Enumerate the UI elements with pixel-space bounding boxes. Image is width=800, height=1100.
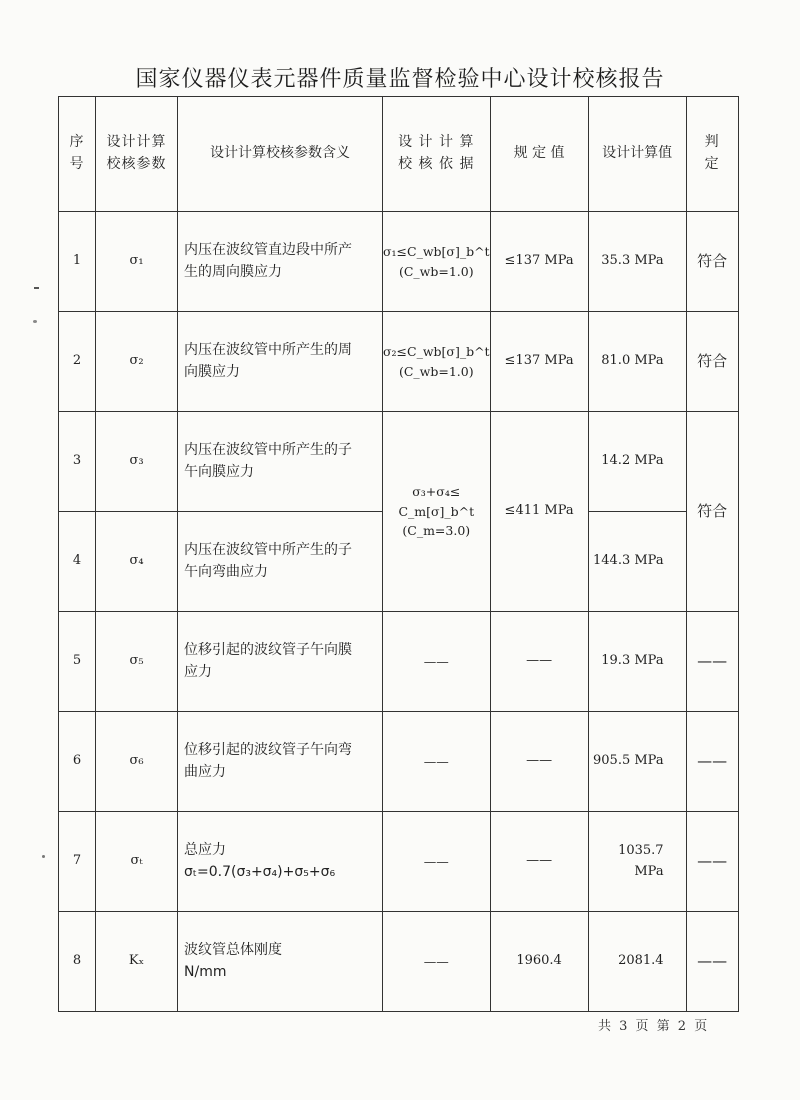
- table-row: [59, 412, 739, 512]
- param-symbol: σ₂: [96, 312, 178, 412]
- verdict: ——: [686, 712, 738, 812]
- row-number: 4: [59, 512, 96, 612]
- table-row: [59, 712, 739, 812]
- param-symbol: σ₃: [96, 412, 178, 512]
- param-meaning: 内压在波纹管中所产生的子 午向弯曲应力: [178, 512, 383, 612]
- table-row: [59, 812, 739, 912]
- specified-value: 1960.4: [490, 912, 588, 1012]
- report-title: 国家仪器仪表元器件质量监督检验中心设计校核报告: [135, 67, 665, 92]
- scan-mark: [34, 287, 39, 289]
- specified-value-merged: ≤411 MPa: [490, 412, 588, 612]
- table-row: [59, 912, 739, 1012]
- calculated-value: 81.0 MPa: [588, 312, 686, 412]
- verdict-merged: 符合: [686, 412, 738, 612]
- param-meaning: 内压在波纹管中所产生的子 午向膜应力: [178, 412, 383, 512]
- calculated-value: 1035.7 MPa: [588, 812, 686, 912]
- param-meaning: 位移引起的波纹管子午向弯 曲应力: [178, 712, 383, 812]
- verdict: 符合: [686, 312, 738, 412]
- param-symbol: σ₆: [96, 712, 178, 812]
- table-row: [59, 312, 739, 412]
- page-footer: 共 3 页 第 2 页: [598, 1019, 710, 1034]
- param-meaning: 内压在波纹管直边段中所产 生的周向膜应力: [178, 212, 383, 312]
- param-symbol: Kₓ: [96, 912, 178, 1012]
- header-specified: 规 定 值: [490, 97, 588, 212]
- param-symbol: σₜ: [96, 812, 178, 912]
- row-number: 3: [59, 412, 96, 512]
- verdict: ——: [686, 812, 738, 912]
- param-meaning: 波纹管总体刚度 N/mm: [178, 912, 383, 1012]
- calculated-value: 2081.4: [588, 912, 686, 1012]
- header-seq: 序 号: [59, 97, 96, 212]
- header-param: 设计计算 校核参数: [96, 97, 178, 212]
- specified-value: ≤137 MPa: [490, 212, 588, 312]
- param-meaning: 位移引起的波纹管子午向膜 应力: [178, 612, 383, 712]
- header-basis: 设 计 计 算 校 核 依 据: [383, 97, 491, 212]
- row-number: 5: [59, 612, 96, 712]
- check-basis: σ₂≤C_wb[σ]_b^t (C_wb=1.0): [383, 312, 491, 412]
- header-verdict: 判 定: [686, 97, 738, 212]
- specified-value: ≤137 MPa: [490, 312, 588, 412]
- calculated-value: 144.3 MPa: [588, 512, 686, 612]
- verdict: 符合: [686, 212, 738, 312]
- header-meaning: 设计计算校核参数含义: [178, 97, 383, 212]
- check-basis: ——: [383, 712, 491, 812]
- check-basis: ——: [383, 812, 491, 912]
- scan-mark: [42, 855, 45, 858]
- param-symbol: σ₁: [96, 212, 178, 312]
- check-basis: ——: [383, 912, 491, 1012]
- specified-value: ——: [490, 712, 588, 812]
- specified-value: ——: [490, 612, 588, 712]
- row-number: 8: [59, 912, 96, 1012]
- calculated-value: 905.5 MPa: [588, 712, 686, 812]
- specified-value: ——: [490, 812, 588, 912]
- calculated-value: 35.3 MPa: [588, 212, 686, 312]
- table-header-row: [59, 97, 739, 212]
- row-number: 7: [59, 812, 96, 912]
- calculated-value: 14.2 MPa: [588, 412, 686, 512]
- table-row: [59, 212, 739, 312]
- verdict: ——: [686, 612, 738, 712]
- design-check-table: [58, 96, 739, 1012]
- row-number: 6: [59, 712, 96, 812]
- header-calculated: 设计计算值: [588, 97, 686, 212]
- check-basis-merged: σ₃+σ₄≤ C_m[σ]_b^t (C_m=3.0): [383, 412, 491, 612]
- table-row: [59, 612, 739, 712]
- verdict: ——: [686, 912, 738, 1012]
- param-meaning: 内压在波纹管中所产生的周 向膜应力: [178, 312, 383, 412]
- row-number: 1: [59, 212, 96, 312]
- calculated-value: 19.3 MPa: [588, 612, 686, 712]
- param-symbol: σ₅: [96, 612, 178, 712]
- check-basis: ——: [383, 612, 491, 712]
- check-basis: σ₁≤C_wb[σ]_b^t (C_wb=1.0): [383, 212, 491, 312]
- param-symbol: σ₄: [96, 512, 178, 612]
- param-meaning: 总应力 σₜ=0.7(σ₃+σ₄)+σ₅+σ₆: [178, 812, 383, 912]
- row-number: 2: [59, 312, 96, 412]
- scan-mark: [33, 320, 37, 323]
